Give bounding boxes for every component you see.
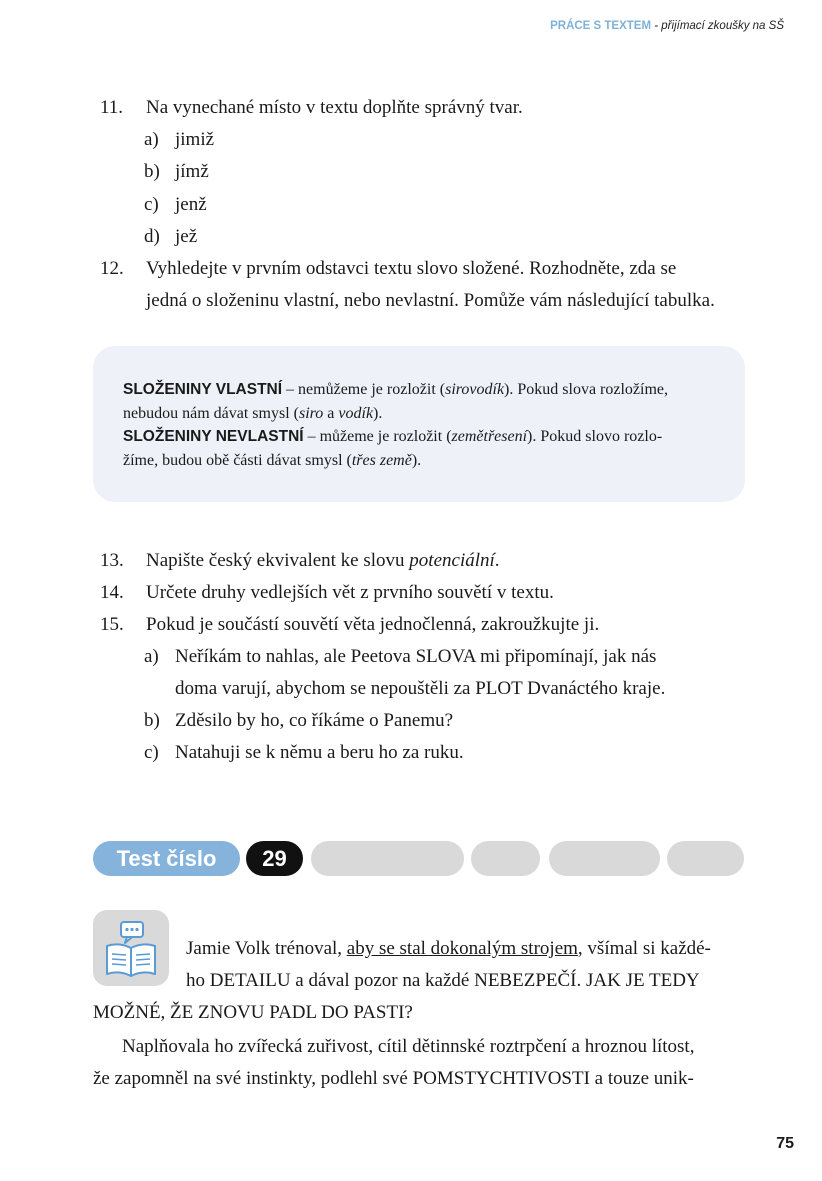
question-number: 15. bbox=[100, 614, 124, 635]
passage-text: , všímal si každé- bbox=[577, 938, 711, 959]
example-word: vodík bbox=[338, 404, 374, 422]
option-text-line-1: Neříkám to nahlas, ale Peetova SLOVA mi připomínají, jak nás bbox=[175, 646, 657, 667]
question-12 bbox=[100, 253, 760, 317]
passage-text: Jamie Volk trénoval, bbox=[186, 938, 347, 959]
question-number: 14. bbox=[100, 582, 124, 603]
option-15a[interactable] bbox=[144, 641, 744, 705]
question-13 bbox=[100, 545, 760, 577]
running-head-subtitle: - přijímací zkoušky na SŠ bbox=[651, 20, 784, 32]
option-label: a) bbox=[144, 646, 159, 667]
question-text-part: . bbox=[494, 550, 500, 571]
blank-pill bbox=[471, 841, 540, 876]
option-11d[interactable] bbox=[144, 221, 744, 253]
question-text-line-1: Vyhledejte v prvním odstavci textu slovo složené. Rozhodněte, zda se bbox=[146, 258, 677, 279]
definition-text: ). Pokud slova rozložíme, bbox=[504, 381, 669, 398]
definition-text: ). Pokud slovo rozlo- bbox=[527, 428, 663, 445]
option-label: d) bbox=[144, 226, 160, 247]
term-improper-compound: SLOŽENINY NEVLASTNÍ bbox=[123, 428, 304, 445]
blank-pill bbox=[549, 841, 660, 876]
option-label: b) bbox=[144, 161, 160, 182]
passage-line: MOŽNÉ, ŽE ZNOVU PADL DO PASTI? bbox=[93, 1002, 413, 1023]
option-text: jež bbox=[175, 226, 198, 247]
passage-line bbox=[186, 933, 746, 965]
question-text-line-2: jedná o složeninu vlastní, nebo nevlastní. Pomůže vám následující tabulka. bbox=[146, 290, 715, 311]
compound-words-infobox bbox=[93, 346, 745, 502]
question-text: Určete druhy vedlejších vět z prvního souvětí v textu. bbox=[146, 582, 554, 603]
underlined-phrase: aby se stal dokonalým strojem bbox=[346, 938, 578, 959]
option-15b[interactable] bbox=[144, 705, 744, 737]
option-text: jenž bbox=[175, 194, 207, 215]
option-text: jimiž bbox=[175, 129, 215, 150]
term-proper-compound: SLOŽENINY VLASTNÍ bbox=[123, 381, 283, 398]
example-word: třes země bbox=[351, 451, 412, 469]
infobox-line-2 bbox=[123, 402, 715, 426]
example-word: zemětřesení bbox=[451, 428, 528, 445]
example-word: siro bbox=[298, 404, 324, 422]
question-number: 13. bbox=[100, 550, 124, 571]
definition-text: – nemůžeme je rozložit ( bbox=[282, 381, 446, 398]
test-title-pill: Test číslo bbox=[93, 841, 240, 876]
question-number: 12. bbox=[100, 258, 124, 279]
question-15 bbox=[100, 609, 760, 641]
test-number-pill: 29 bbox=[246, 841, 303, 876]
option-text-line-2: doma varují, abychom se nepouštěli za PLOT Dvanáctého kraje. bbox=[175, 678, 666, 699]
question-14 bbox=[100, 577, 760, 609]
test-header-bar bbox=[0, 841, 822, 877]
option-11b[interactable] bbox=[144, 156, 744, 188]
reading-icon-tile bbox=[93, 910, 169, 986]
blank-pill bbox=[311, 841, 464, 876]
definition-text: – můžeme je rozložit ( bbox=[303, 428, 452, 445]
definition-text: žíme, budou obě části dávat smysl ( bbox=[123, 451, 352, 469]
option-11c[interactable] bbox=[144, 189, 744, 221]
question-number: 11. bbox=[100, 97, 124, 118]
option-11a[interactable] bbox=[144, 124, 744, 156]
question-text: Pokud je součástí souvětí věta jednočlenná, zakroužkujte ji. bbox=[146, 614, 600, 635]
definition-text: ). bbox=[411, 451, 422, 469]
passage-line: ho DETAILU a dával pozor na každé NEBEZPEČÍ. JAK JE TEDY bbox=[186, 970, 700, 991]
question-text bbox=[146, 545, 746, 577]
infobox-line-4 bbox=[123, 449, 715, 473]
option-15c[interactable] bbox=[144, 737, 744, 769]
option-text: jímž bbox=[175, 161, 209, 182]
definition-text: ). bbox=[373, 404, 383, 422]
running-head-section: PRÁCE S TEXTEM bbox=[550, 20, 652, 32]
definition-text: nebudou nám dávat smysl ( bbox=[123, 404, 299, 422]
question-text: Na vynechané místo v textu doplňte správný tvar. bbox=[146, 97, 523, 118]
blank-pill bbox=[667, 841, 744, 876]
running-head bbox=[550, 20, 784, 32]
option-label: a) bbox=[144, 129, 159, 150]
question-11 bbox=[100, 92, 760, 124]
question-text-part: Napište český ekvivalent ke slovu bbox=[146, 550, 410, 571]
page-number: 75 bbox=[776, 1135, 794, 1152]
option-text: Natahuji se k němu a beru ho za ruku. bbox=[175, 742, 464, 763]
passage-line: Naplňovala ho zvířecká zuřivost, cítil dětinnské roztrpčení a hroznou lítost, bbox=[122, 1036, 695, 1057]
option-text: Zděsilo by ho, co říkáme o Panemu? bbox=[175, 710, 454, 731]
infobox-line-3 bbox=[123, 425, 715, 449]
definition-text: a bbox=[323, 404, 339, 422]
option-label: b) bbox=[144, 710, 160, 731]
option-label: c) bbox=[144, 194, 159, 215]
question-keyword: potenciální bbox=[409, 550, 495, 571]
example-word: sirovodík bbox=[445, 381, 505, 398]
infobox-line-1 bbox=[123, 378, 715, 402]
passage-line: že zapomněl na své instinkty, podlehl své POMSTYCHTIVOSTI a touze unik- bbox=[93, 1068, 694, 1089]
option-label: c) bbox=[144, 742, 159, 763]
